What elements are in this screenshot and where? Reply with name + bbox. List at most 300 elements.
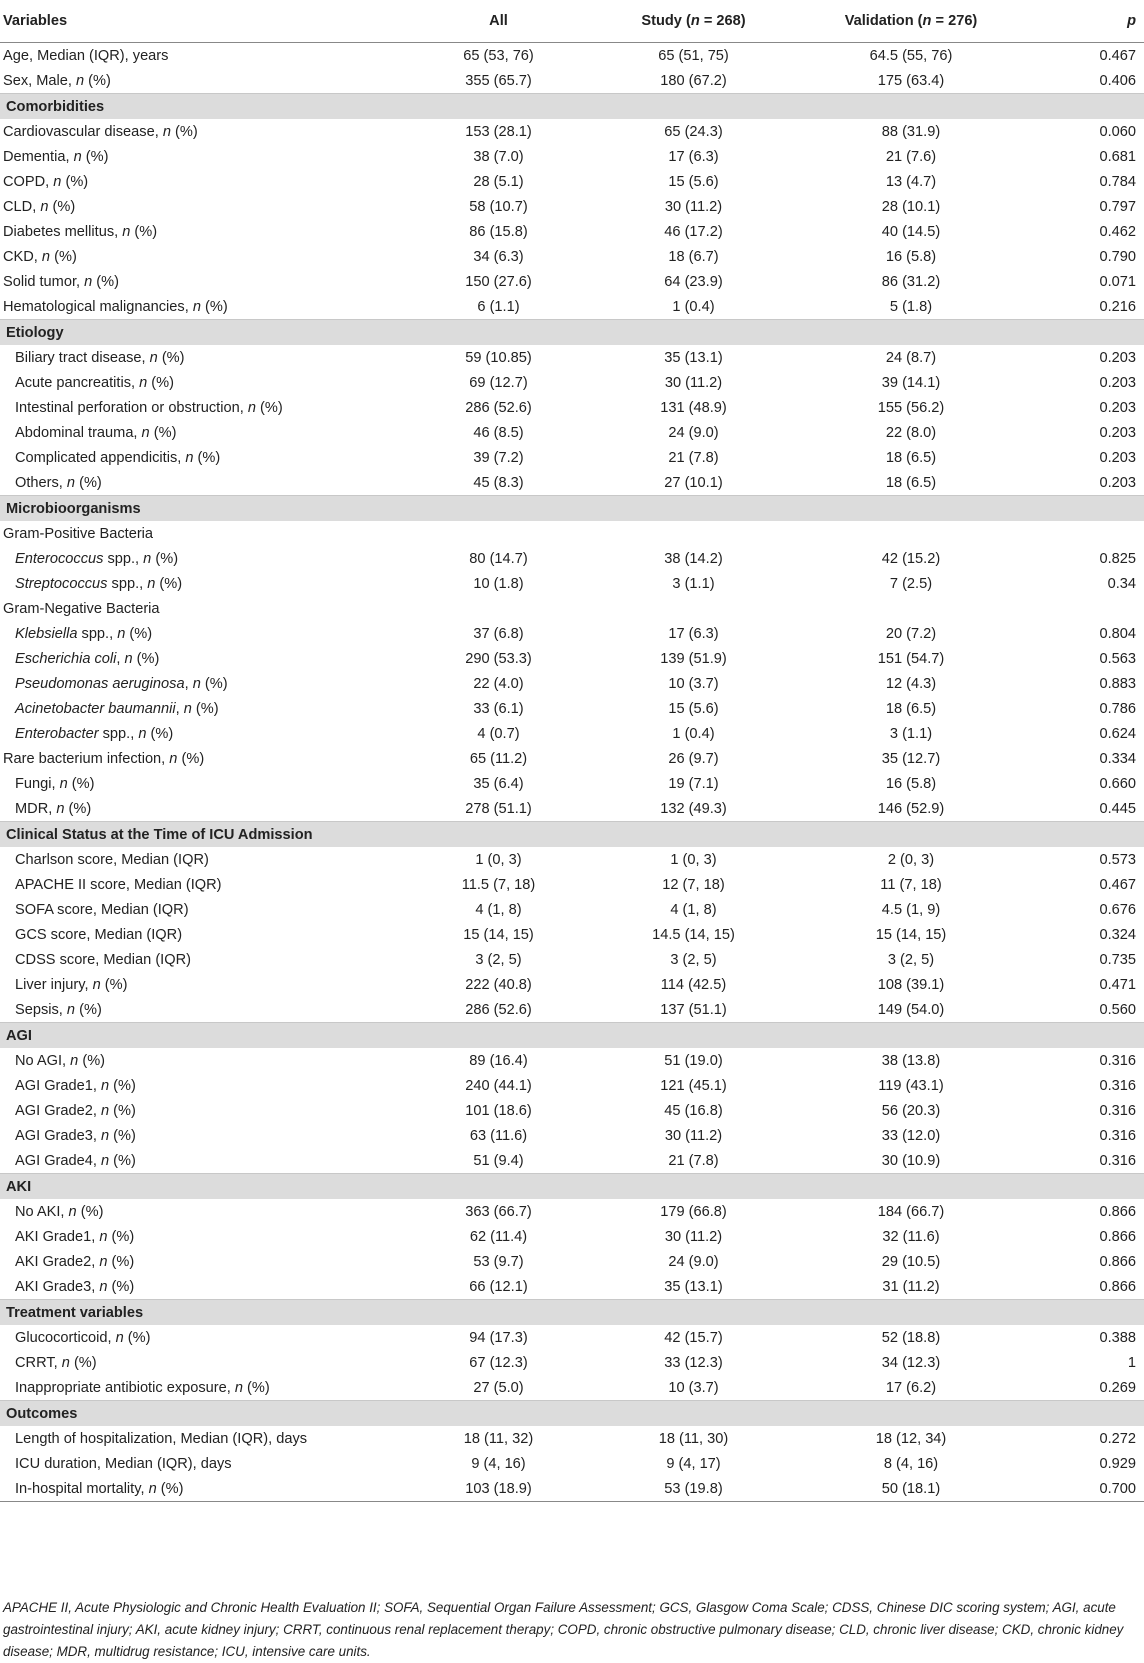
variable-name-cell xyxy=(0,169,406,194)
variable-name-cell xyxy=(0,872,406,897)
study-value-cell: 46 (17.2) xyxy=(664,223,723,240)
validation-value-cell: 18 (6.5) xyxy=(885,474,937,491)
variable-name-part: Cardiovascular disease, xyxy=(3,123,163,140)
all-value-cell: 363 (66.7) xyxy=(465,1203,532,1220)
table-row xyxy=(0,646,1144,671)
validation-value-cell: 16 (5.8) xyxy=(885,775,937,792)
section-header-row xyxy=(0,822,1144,848)
variable-name-part: (%) xyxy=(156,1480,184,1497)
variable-name-part: n xyxy=(139,374,148,391)
study-value-cell: 139 (51.9) xyxy=(660,650,727,667)
p-value-cell: 0.071 xyxy=(1099,273,1136,290)
study-value-cell: 64 (23.9) xyxy=(664,273,723,290)
p-value-cell: 0.388 xyxy=(1099,1329,1136,1346)
table-row xyxy=(0,596,1144,621)
validation-value-cell: 16 (5.8) xyxy=(885,248,937,265)
variable-name-part: n xyxy=(147,575,156,592)
table-row xyxy=(0,571,1144,596)
all-value-cell: 222 (40.8) xyxy=(465,976,532,993)
header-p-label: p xyxy=(1127,13,1136,29)
p-value-cell: 0.866 xyxy=(1099,1278,1136,1295)
variable-name-part: n xyxy=(169,750,178,767)
variable-name-cell xyxy=(0,370,406,395)
section-label: Etiology xyxy=(0,320,1144,346)
validation-value-cell: 5 (1.8) xyxy=(889,298,933,315)
validation-value-cell: 8 (4, 16) xyxy=(883,1455,939,1472)
validation-value-cell: 3 (1.1) xyxy=(889,725,933,742)
study-value-cell: 137 (51.1) xyxy=(660,1001,727,1018)
study-value-cell: 4 (1, 8) xyxy=(670,901,717,918)
validation-value-cell: 50 (18.1) xyxy=(796,1476,1026,1502)
header-study-suffix: = 268) xyxy=(699,13,746,29)
variable-name-part: n xyxy=(162,123,171,140)
all-value-cell: 355 (65.7) xyxy=(465,72,532,89)
section-label: Comorbidities xyxy=(0,94,1144,120)
variable-name-part: Acinetobacter baumannii xyxy=(15,700,176,717)
variable-name-part: n xyxy=(100,1152,110,1169)
variable-name-part: (%) xyxy=(109,1077,136,1094)
variable-name-cell xyxy=(0,1224,406,1249)
p-value-cell: 0.203 xyxy=(1099,399,1136,416)
all-value-cell: 240 (44.1) xyxy=(465,1077,532,1094)
section-header-row xyxy=(0,1300,1144,1326)
variable-name-part: AGI Grade2, xyxy=(15,1102,101,1119)
variable-name-cell xyxy=(0,796,406,822)
variable-name-part: n xyxy=(234,1379,243,1396)
section-header-row xyxy=(0,94,1144,120)
p-value-cell: 0.866 xyxy=(1099,1203,1136,1220)
table-row xyxy=(0,1350,1144,1375)
validation-value-cell: 2 (0, 3) xyxy=(887,851,935,868)
variable-name-part: AKI Grade3, xyxy=(15,1278,100,1295)
variable-name-part: n xyxy=(99,1253,108,1270)
variable-name-part: CDSS score, Median (IQR) xyxy=(15,951,191,968)
validation-value-cell: 18 (6.5) xyxy=(885,449,937,466)
variable-name-part: CRRT, xyxy=(15,1354,62,1371)
variable-name-part: AKI Grade2, xyxy=(15,1253,100,1270)
variable-name-part: (%) xyxy=(75,1001,102,1018)
variable-name-cell xyxy=(0,671,406,696)
all-value-cell: 37 (6.8) xyxy=(473,625,524,642)
section-header-row xyxy=(0,1023,1144,1049)
validation-value-cell: 15 (14, 15) xyxy=(875,926,947,943)
variable-name-part: (%) xyxy=(109,1152,136,1169)
study-value-cell: 38 (14.2) xyxy=(664,550,723,567)
section-label: Treatment variables xyxy=(0,1300,1144,1326)
study-value-cell: 30 (11.2) xyxy=(664,374,723,391)
p-value-cell: 0.203 xyxy=(1099,374,1136,391)
study-value-cell: 17 (6.3) xyxy=(668,625,719,642)
all-value-cell: 58 (10.7) xyxy=(469,198,528,215)
variable-name-part: (%) xyxy=(107,1278,135,1295)
variable-name-part: Dementia, xyxy=(3,148,74,165)
table-row xyxy=(0,1098,1144,1123)
variable-name-part: CLD, xyxy=(3,198,41,215)
variable-name-part: Enterobacter xyxy=(15,725,99,742)
all-value-cell: 11.5 (7, 18) xyxy=(461,876,536,893)
validation-value-cell: 12 (4.3) xyxy=(885,675,937,692)
variable-name-cell xyxy=(0,395,406,420)
study-value-cell: 24 (9.0) xyxy=(668,1253,719,1270)
p-value-cell: 0.216 xyxy=(1099,298,1136,315)
variable-name-part: Gram-Positive Bacteria xyxy=(3,525,154,542)
variable-name-part: (%) xyxy=(84,72,111,89)
variable-name-cell xyxy=(0,1476,406,1502)
validation-value-cell: 151 (54.7) xyxy=(877,650,945,667)
variable-name-cell xyxy=(0,746,406,771)
all-value-cell: 290 (53.3) xyxy=(465,650,532,667)
variable-name-part: Inappropriate antibiotic exposure, xyxy=(15,1379,235,1396)
table-row xyxy=(0,1426,1144,1451)
header-p xyxy=(1026,0,1144,43)
header-row xyxy=(0,0,1144,43)
table-row xyxy=(0,68,1144,94)
variable-name-cell xyxy=(0,1451,406,1476)
all-value-cell: 69 (12.7) xyxy=(469,374,528,391)
p-value-cell: 1 xyxy=(1127,1354,1136,1371)
p-value-cell: 0.825 xyxy=(1099,550,1136,567)
p-value-cell: 0.929 xyxy=(1099,1455,1136,1472)
all-value-cell: 153 (28.1) xyxy=(465,123,532,140)
variable-name-part: Pseudomonas aeruginosa xyxy=(15,675,185,692)
all-value-cell: 15 (14, 15) xyxy=(463,926,534,943)
table-row xyxy=(0,1249,1144,1274)
variable-name-cell xyxy=(0,194,406,219)
variable-name-cell xyxy=(0,445,406,470)
table-row xyxy=(0,771,1144,796)
all-value-cell: 33 (6.1) xyxy=(473,700,524,717)
variable-name-part: n xyxy=(100,1077,110,1094)
variable-name-part: Age, Median (IQR), years xyxy=(3,47,169,64)
p-value-cell: 0.462 xyxy=(1099,223,1136,240)
table-row xyxy=(0,1375,1144,1401)
all-value-cell: 38 (7.0) xyxy=(473,148,524,165)
p-value-cell: 0.203 xyxy=(1099,474,1136,491)
table-row xyxy=(0,244,1144,269)
variable-name-part: AKI Grade1, xyxy=(15,1228,100,1245)
all-value-cell: 80 (14.7) xyxy=(469,550,528,567)
study-value-cell xyxy=(591,521,796,546)
table-row xyxy=(0,1451,1144,1476)
p-value-cell: 0.203 xyxy=(1099,424,1136,441)
variable-name-part: Fungi, xyxy=(15,775,60,792)
all-value-cell: 65 (11.2) xyxy=(469,750,528,767)
variable-name-part: n xyxy=(192,298,201,315)
table-row xyxy=(0,997,1144,1023)
variable-name-part: n xyxy=(148,1480,157,1497)
p-value-cell xyxy=(1026,596,1144,621)
variable-name-cell xyxy=(0,244,406,269)
table-row xyxy=(0,1148,1144,1174)
variable-name-part: Enterococcus xyxy=(15,550,104,567)
p-value-cell: 0.406 xyxy=(1099,72,1136,89)
variable-name-part: n xyxy=(247,399,256,416)
validation-value-cell xyxy=(796,596,1026,621)
p-value-cell: 0.804 xyxy=(1099,625,1136,642)
all-value-cell: 66 (12.1) xyxy=(469,1278,528,1295)
all-value-cell: 53 (9.7) xyxy=(473,1253,524,1270)
all-value-cell xyxy=(406,521,591,546)
variable-name-cell xyxy=(0,596,406,621)
variable-name-cell xyxy=(0,345,406,370)
p-value-cell: 0.060 xyxy=(1099,123,1136,140)
validation-value-cell: 40 (14.5) xyxy=(881,223,941,240)
all-value-cell: 39 (7.2) xyxy=(473,449,524,466)
study-value-cell: 1 (0.4) xyxy=(672,725,715,742)
p-value-cell: 0.700 xyxy=(1026,1476,1144,1502)
p-value-cell: 0.681 xyxy=(1099,148,1136,165)
p-value-cell: 0.790 xyxy=(1099,248,1136,265)
variable-name-part: (%) xyxy=(61,173,89,190)
validation-value-cell: 18 (12, 34) xyxy=(875,1430,947,1447)
validation-value-cell: 86 (31.2) xyxy=(881,273,941,290)
variable-name-part: n xyxy=(40,198,49,215)
all-value-cell: 89 (16.4) xyxy=(469,1052,528,1069)
variable-name-part: AGI Grade1, xyxy=(15,1077,101,1094)
table-row xyxy=(0,696,1144,721)
variable-name-part: (%) xyxy=(200,298,228,315)
variable-name-part: (%) xyxy=(78,1052,106,1069)
variable-name-cell xyxy=(0,696,406,721)
study-value-cell: 9 (4, 17) xyxy=(666,1455,721,1472)
variable-name-cell xyxy=(0,470,406,496)
validation-value-cell: 39 (14.1) xyxy=(881,374,941,391)
variable-name-part: APACHE II score, Median (IQR) xyxy=(15,876,222,893)
variable-name-cell xyxy=(0,1199,406,1224)
section-label: Outcomes xyxy=(0,1401,1144,1427)
variable-name-part: spp., xyxy=(103,550,144,567)
p-value-cell: 0.866 xyxy=(1099,1228,1136,1245)
variable-name-part: n xyxy=(53,173,62,190)
all-value-cell: 59 (10.85) xyxy=(465,349,532,366)
study-value-cell: 3 (2, 5) xyxy=(670,951,717,968)
validation-value-cell: 13 (4.7) xyxy=(885,173,937,190)
validation-value-cell: 29 (10.5) xyxy=(881,1253,941,1270)
study-value-cell: 17 (6.3) xyxy=(668,148,719,165)
p-value-cell: 0.735 xyxy=(1099,951,1136,968)
study-value-cell: 30 (11.2) xyxy=(664,198,723,215)
all-value-cell: 4 (0.7) xyxy=(477,725,520,742)
study-value-cell: 33 (12.3) xyxy=(664,1354,723,1371)
all-value-cell: 101 (18.6) xyxy=(465,1102,532,1119)
study-value-cell xyxy=(591,596,796,621)
table-row xyxy=(0,947,1144,972)
variable-name-part: n xyxy=(56,800,65,817)
table-row xyxy=(0,194,1144,219)
variable-name-cell xyxy=(0,43,406,69)
p-value-cell: 0.573 xyxy=(1099,851,1136,868)
variable-name-part: (%) xyxy=(75,474,102,491)
all-value-cell: 4 (1, 8) xyxy=(475,901,522,918)
all-value-cell: 1 (0, 3) xyxy=(475,851,522,868)
variable-name-part: spp., xyxy=(77,625,118,642)
variable-name-part: Charlson score, Median (IQR) xyxy=(15,851,209,868)
p-value-cell: 0.797 xyxy=(1099,198,1136,215)
validation-value-cell: 146 (52.9) xyxy=(877,800,945,817)
all-value-cell: 62 (11.4) xyxy=(469,1228,528,1245)
study-value-cell: 53 (19.8) xyxy=(591,1476,796,1502)
all-value-cell: 278 (51.1) xyxy=(465,800,532,817)
all-value-cell: 9 (4, 16) xyxy=(471,1455,526,1472)
variable-name-part: (%) xyxy=(48,198,76,215)
table-row xyxy=(0,972,1144,997)
variable-name-part: Liver injury, xyxy=(15,976,93,993)
variable-name-part: n xyxy=(138,725,147,742)
table-row xyxy=(0,144,1144,169)
validation-value-cell: 35 (12.7) xyxy=(881,750,941,767)
p-value-cell: 0.203 xyxy=(1099,349,1136,366)
validation-value-cell: 34 (12.3) xyxy=(881,1354,941,1371)
variable-name-part: n xyxy=(124,650,133,667)
variable-name-part: Gram-Negative Bacteria xyxy=(3,600,160,617)
study-value-cell: 179 (66.8) xyxy=(660,1203,727,1220)
variable-name-part: (%) xyxy=(100,976,128,993)
variable-name-cell xyxy=(0,420,406,445)
variable-name-cell xyxy=(0,269,406,294)
validation-value-cell: 3 (2, 5) xyxy=(887,951,935,968)
study-value-cell: 24 (9.0) xyxy=(668,424,719,441)
study-value-cell: 45 (16.8) xyxy=(664,1102,723,1119)
variable-name-part: n xyxy=(143,550,152,567)
validation-value-cell: 52 (18.8) xyxy=(881,1329,941,1346)
validation-value-cell: 28 (10.1) xyxy=(881,198,941,215)
p-value-cell: 0.660 xyxy=(1099,775,1136,792)
variable-name-part: Abdominal trauma, xyxy=(15,424,142,441)
variable-name-part: Others, xyxy=(15,474,67,491)
p-value-cell: 0.676 xyxy=(1099,901,1136,918)
all-value-cell: 94 (17.3) xyxy=(469,1329,528,1346)
variable-name-part: n xyxy=(149,349,158,366)
variable-name-part: , xyxy=(116,650,125,667)
variable-name-cell xyxy=(0,847,406,872)
p-value-cell: 0.316 xyxy=(1099,1077,1136,1094)
p-value-cell: 0.269 xyxy=(1099,1379,1136,1396)
study-value-cell: 30 (11.2) xyxy=(664,1127,723,1144)
variable-name-part: (%) xyxy=(147,374,175,391)
study-value-cell: 42 (15.7) xyxy=(664,1329,723,1346)
variable-name-part: Complicated appendicitis, xyxy=(15,449,186,466)
validation-value-cell: 32 (11.6) xyxy=(882,1228,940,1245)
validation-value-cell: 56 (20.3) xyxy=(881,1102,941,1119)
variable-name-part: MDR, xyxy=(15,800,57,817)
validation-value-cell: 17 (6.2) xyxy=(885,1379,937,1396)
variable-name-part: n xyxy=(99,1278,108,1295)
variable-name-part: COPD, xyxy=(3,173,54,190)
variable-name-part: No AKI, xyxy=(15,1203,69,1220)
p-value-cell: 0.334 xyxy=(1099,750,1136,767)
p-value-cell: 0.445 xyxy=(1099,800,1136,817)
variable-name-part: Hematological malignancies, xyxy=(3,298,193,315)
table-row xyxy=(0,1073,1144,1098)
variable-name-part: (%) xyxy=(92,273,120,290)
p-value-cell: 0.883 xyxy=(1099,675,1136,692)
study-value-cell: 65 (24.3) xyxy=(664,123,723,140)
p-value-cell: 0.471 xyxy=(1099,976,1136,993)
table-row xyxy=(0,796,1144,822)
variable-name-part: (%) xyxy=(151,550,179,567)
p-value-cell: 0.272 xyxy=(1099,1430,1136,1447)
p-value-cell: 0.316 xyxy=(1099,1052,1136,1069)
variable-name-cell xyxy=(0,1274,406,1300)
variable-name-part: n xyxy=(84,273,93,290)
variable-name-part: (%) xyxy=(155,575,183,592)
study-value-cell: 114 (42.5) xyxy=(660,976,727,993)
table-row xyxy=(0,1274,1144,1300)
variable-name-part: (%) xyxy=(146,725,174,742)
table-row xyxy=(0,269,1144,294)
variable-name-cell xyxy=(0,621,406,646)
validation-value-cell: 155 (56.2) xyxy=(877,399,945,416)
variable-name-part: ICU duration, Median (IQR), days xyxy=(15,1455,232,1472)
study-value-cell: 26 (9.7) xyxy=(668,750,719,767)
validation-value-cell: 11 (7, 18) xyxy=(880,876,942,893)
all-value-cell: 34 (6.3) xyxy=(473,248,524,265)
all-value-cell: 27 (5.0) xyxy=(473,1379,524,1396)
variable-name-part: n xyxy=(66,474,76,491)
study-value-cell: 18 (6.7) xyxy=(668,248,719,265)
variable-name-part: Escherichia coli xyxy=(15,650,117,667)
variable-name-part: (%) xyxy=(123,1329,151,1346)
variable-name-part: n xyxy=(141,424,150,441)
validation-value-cell: 4.5 (1, 9) xyxy=(881,901,941,918)
variable-name-part: , xyxy=(184,675,193,692)
all-value-cell: 286 (52.6) xyxy=(465,1001,532,1018)
table-row xyxy=(0,1199,1144,1224)
table-row xyxy=(0,872,1144,897)
header-validation-n: n xyxy=(922,13,932,29)
variable-name-part: (%) xyxy=(67,775,95,792)
study-value-cell: 19 (7.1) xyxy=(668,775,719,792)
variable-name-cell xyxy=(0,1375,406,1401)
variable-name-part: , xyxy=(175,700,184,717)
section-label: Microbioorganisms xyxy=(0,496,1144,522)
variable-name-part: (%) xyxy=(157,349,185,366)
table-row xyxy=(0,721,1144,746)
table-footnote: APACHE II, Acute Physiologic and Chronic Health Evaluation II; SOFA, Sequential Organ Failure Assessment; GCS, Glasgow Coma Scale; CDSS, Chinese DIC scoring system; AGI, acute gastrointestinal injury; AKI, acute kidney injury; CRRT, continuous renal replacement therapy; COPD, chronic obstructive pulmonary disease; CLD, chronic liver disease; CKD, chronic kidney disease; MDR, multidrug resistance; ICU, intensive care units. xyxy=(3,1600,1124,1659)
variable-name-part: (%) xyxy=(125,625,153,642)
variable-name-part: n xyxy=(122,223,131,240)
variable-name-part: Biliary tract disease, xyxy=(15,349,150,366)
section-header-row xyxy=(0,1174,1144,1200)
p-value-cell: 0.784 xyxy=(1099,173,1136,190)
variable-name-part: (%) xyxy=(149,424,177,441)
study-value-cell: 10 (3.7) xyxy=(668,675,719,692)
validation-value-cell: 108 (39.1) xyxy=(877,976,945,993)
variable-name-part: n xyxy=(73,148,82,165)
study-value-cell: 180 (67.2) xyxy=(660,72,727,89)
variable-name-part: Rare bacterium infection, xyxy=(3,750,170,767)
p-value-cell: 0.467 xyxy=(1099,876,1136,893)
variable-name-part: spp., xyxy=(107,575,148,592)
study-value-cell: 10 (3.7) xyxy=(668,1379,719,1396)
table-row xyxy=(0,746,1144,771)
all-value-cell: 18 (11, 32) xyxy=(463,1430,534,1447)
variable-name-part: Sex, Male, xyxy=(3,72,76,89)
table-row xyxy=(0,169,1144,194)
header-all: All xyxy=(406,0,591,43)
section-header-row xyxy=(0,1401,1144,1427)
header-validation xyxy=(796,0,1026,43)
variable-name-part: Diabetes mellitus, xyxy=(3,223,123,240)
variable-name-part: Streptococcus xyxy=(15,575,108,592)
all-value-cell: 67 (12.3) xyxy=(469,1354,528,1371)
validation-value-cell: 18 (6.5) xyxy=(885,700,937,717)
validation-value-cell: 64.5 (55, 76) xyxy=(869,47,953,64)
study-value-cell: 1 (0.4) xyxy=(672,298,715,315)
variable-name-cell xyxy=(0,119,406,144)
table-row xyxy=(0,621,1144,646)
table-row xyxy=(0,1476,1144,1502)
